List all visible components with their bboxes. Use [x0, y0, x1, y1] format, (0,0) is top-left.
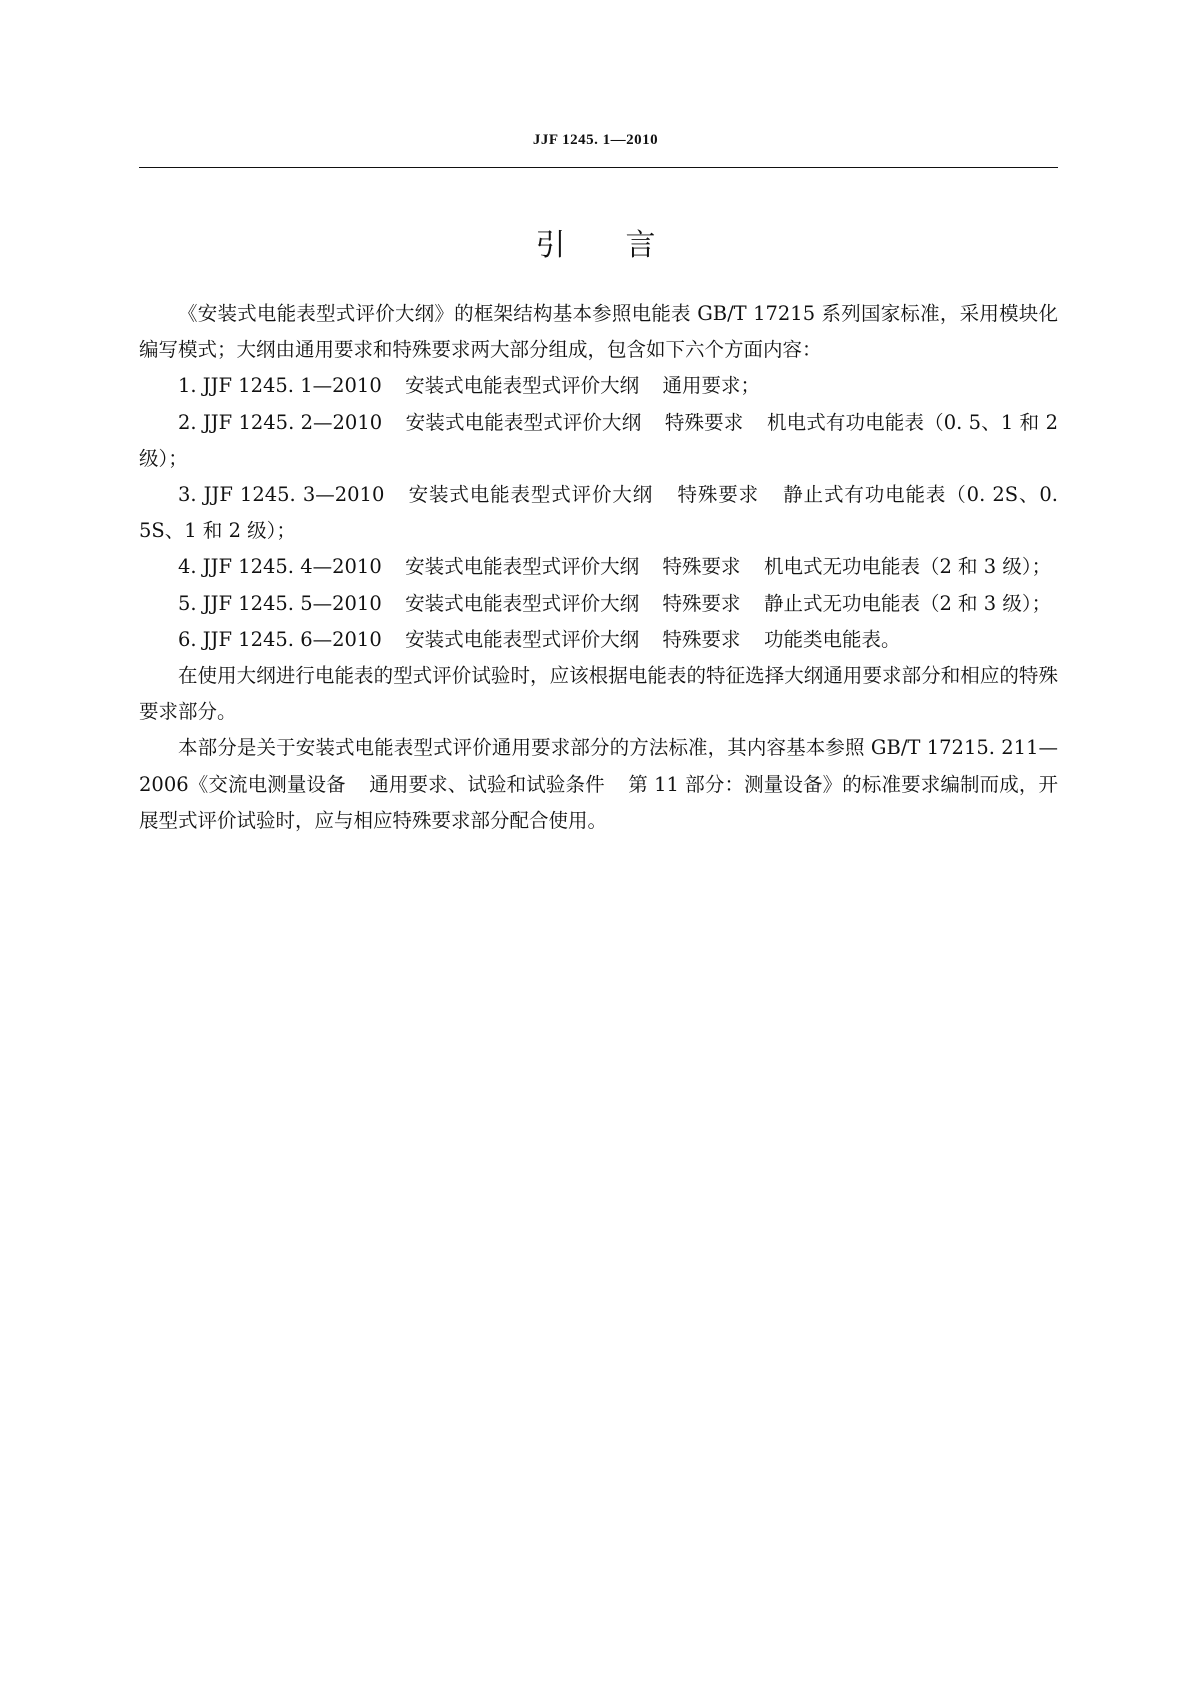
item-number: 3. JJF 1245. 3—2010 — [178, 483, 385, 507]
list-item — [139, 405, 1058, 477]
item-name: 安装式电能表型式评价大纲 — [405, 374, 640, 398]
item-part: 特殊要求 — [676, 483, 759, 507]
header-divider — [139, 167, 1058, 168]
list-item — [139, 368, 1058, 404]
item-name: 安装式电能表型式评价大纲 — [405, 555, 640, 579]
title-char-2: 言 — [625, 228, 656, 263]
item-type: 静止式无功电能表（2 和 3 级）； — [763, 591, 1052, 615]
item-type: 功能类电能表。 — [763, 627, 901, 651]
item-name: 安装式电能表型式评价大纲 — [405, 410, 642, 434]
item-type: 静止式有功电能表（0. 2S、0. 5S、1 和 2 级）； — [139, 483, 1058, 543]
item-type: 机电式有功电能表（0. 5、1 和 2 级）； — [139, 410, 1058, 470]
page-title — [0, 220, 1191, 264]
item-name: 安装式电能表型式评价大纲 — [405, 627, 640, 651]
scope-mid-1: 通用要求、试验和试验条件 — [369, 772, 605, 796]
document-code-header: JJF 1245. 1—2010 — [532, 132, 659, 148]
item-number: 5. JJF 1245. 5—2010 — [178, 591, 382, 615]
item-name: 安装式电能表型式评价大纲 — [407, 483, 654, 507]
item-number: 6. JJF 1245. 6—2010 — [178, 627, 382, 651]
list-item — [139, 586, 1058, 622]
item-part: 特殊要求 — [664, 410, 744, 434]
item-number: 4. JJF 1245. 4—2010 — [178, 555, 382, 579]
title-char-1: 引 — [535, 228, 566, 263]
list-item — [139, 477, 1058, 549]
scope-tail: 测量设备》的标准要求编制而成，开展型式评价试验时，应与相应特殊要求部分配合使用。 — [139, 772, 1058, 832]
scope-lead: 本部分是关于安装式电能表型式评价通用要求部分的方法标准，其内容基本参照 GB/T 17215. 211—2006《交流电测量设备 — [139, 736, 1058, 796]
item-type: 机电式无功电能表（2 和 3 级）； — [763, 555, 1052, 579]
usage-paragraph: 在使用大纲进行电能表的型式评价试验时，应该根据电能表的特征选择大纲通用要求部分和相应的特殊要求部分。 — [139, 664, 1058, 724]
body-text — [139, 296, 1058, 839]
item-part: 特殊要求 — [662, 591, 741, 615]
scope-paragraph — [139, 730, 1058, 839]
item-number: 1. JJF 1245. 1—2010 — [178, 374, 382, 398]
list-item — [139, 622, 1058, 658]
item-part: 通用要求； — [662, 374, 761, 398]
item-number: 2. JJF 1245. 2—2010 — [178, 410, 383, 434]
item-part: 特殊要求 — [662, 555, 741, 579]
item-name: 安装式电能表型式评价大纲 — [405, 591, 640, 615]
list-item — [139, 549, 1058, 585]
scope-mid-2: 第 11 部分： — [628, 772, 745, 796]
item-part: 特殊要求 — [662, 627, 741, 651]
intro-paragraph: 《安装式电能表型式评价大纲》的框架结构基本参照电能表 GB/T 17215 系列国家标准，采用模块化编写模式；大纲由通用要求和特殊要求两大部分组成，包含如下六个方面内容： — [139, 302, 1058, 362]
